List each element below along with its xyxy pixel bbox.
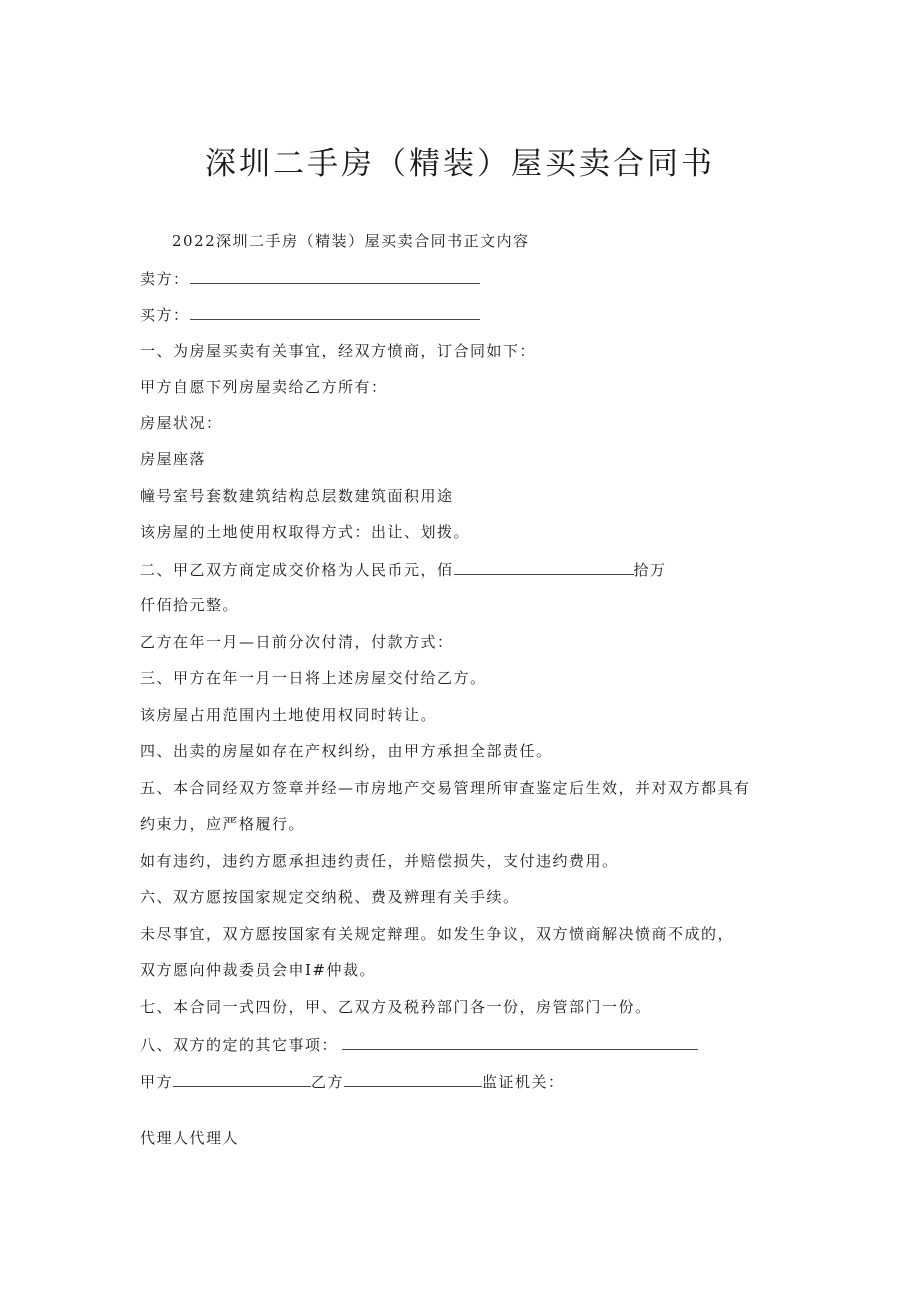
clause-2-suffix: 拾万 xyxy=(633,561,667,579)
clause-3: 三、甲方在年一月一日将上述房屋交付给乙方。 xyxy=(140,669,487,687)
buyer-line xyxy=(140,303,480,326)
paragraph: 甲方自愿下列房屋卖给乙方所有： xyxy=(140,378,388,396)
paragraph: 如有违约，违约方愿承担违约责任，并赔偿损失，支付违约费用。 xyxy=(140,852,619,870)
buyer-label: 买方： xyxy=(140,306,190,324)
paragraph: 约束力，应严格履行。 xyxy=(140,815,306,833)
paragraph: 该房屋占用范围内土地使用权同时转让。 xyxy=(140,706,438,724)
clause-6: 六、双方愿按国家规定交纳税、费及辨理有关手续。 xyxy=(140,888,520,906)
clause-5: 五、本合同经双方签章并经—市房地产交易管理所审查鉴定后生效，并对双方都具有 xyxy=(140,779,751,797)
seller-label: 卖方： xyxy=(140,270,190,288)
party-b-label: 乙方 xyxy=(311,1073,345,1091)
paragraph: 仟佰拾元整。 xyxy=(140,596,240,614)
seller-blank xyxy=(190,267,480,284)
signature-line xyxy=(140,1070,565,1093)
clause-4: 四、出卖的房屋如存在产权纠纷，由甲方承担全部责任。 xyxy=(140,742,553,760)
clause-1: 一、为房屋买卖有关事宜，经双方愤商，订合同如下： xyxy=(140,342,537,360)
price-blank xyxy=(454,558,634,575)
paragraph: 双方愿向仲裁委员会申I#仲裁。 xyxy=(140,961,376,979)
clause-2-text: 二、甲乙双方商定成交价格为人民币元，佰 xyxy=(140,561,454,579)
witness-label: 监证机关： xyxy=(482,1073,565,1091)
clause-2 xyxy=(140,558,667,581)
buyer-blank xyxy=(190,303,480,320)
clause-7: 七、本合同一式四份，甲、乙双方及税矜部门各一份，房管部门一份。 xyxy=(140,998,652,1016)
paragraph: 幢号室号套数建筑结构总层数建筑面积用途 xyxy=(140,487,454,505)
paragraph: 该房屋的土地使用权取得方式：出让、划拨。 xyxy=(140,523,471,541)
paragraph: 未尽事宜，双方愿按国家有关规定辩理。如发生争议，双方愤商解决愤商不成的， xyxy=(140,925,735,943)
paragraph: 乙方在年一月—日前分次付清，付款方式： xyxy=(140,633,454,651)
paragraph: 房屋状况： xyxy=(140,414,223,432)
document-title: 深圳二手房（精装）屋买卖合同书 xyxy=(205,146,715,182)
seller-line xyxy=(140,267,480,290)
paragraph: 房屋座落 xyxy=(140,450,207,468)
other-matters-blank xyxy=(342,1033,698,1050)
party-a-label: 甲方 xyxy=(140,1073,174,1091)
clause-8 xyxy=(140,1033,698,1056)
party-b-blank xyxy=(344,1070,482,1087)
subtitle: 2022深圳二手房（精装）屋买卖合同书正文内容 xyxy=(172,232,530,250)
party-a-blank xyxy=(173,1070,311,1087)
clause-8-text: 八、双方的定的其它事项： xyxy=(140,1036,339,1054)
agents-line: 代理人代理人 xyxy=(140,1129,240,1147)
